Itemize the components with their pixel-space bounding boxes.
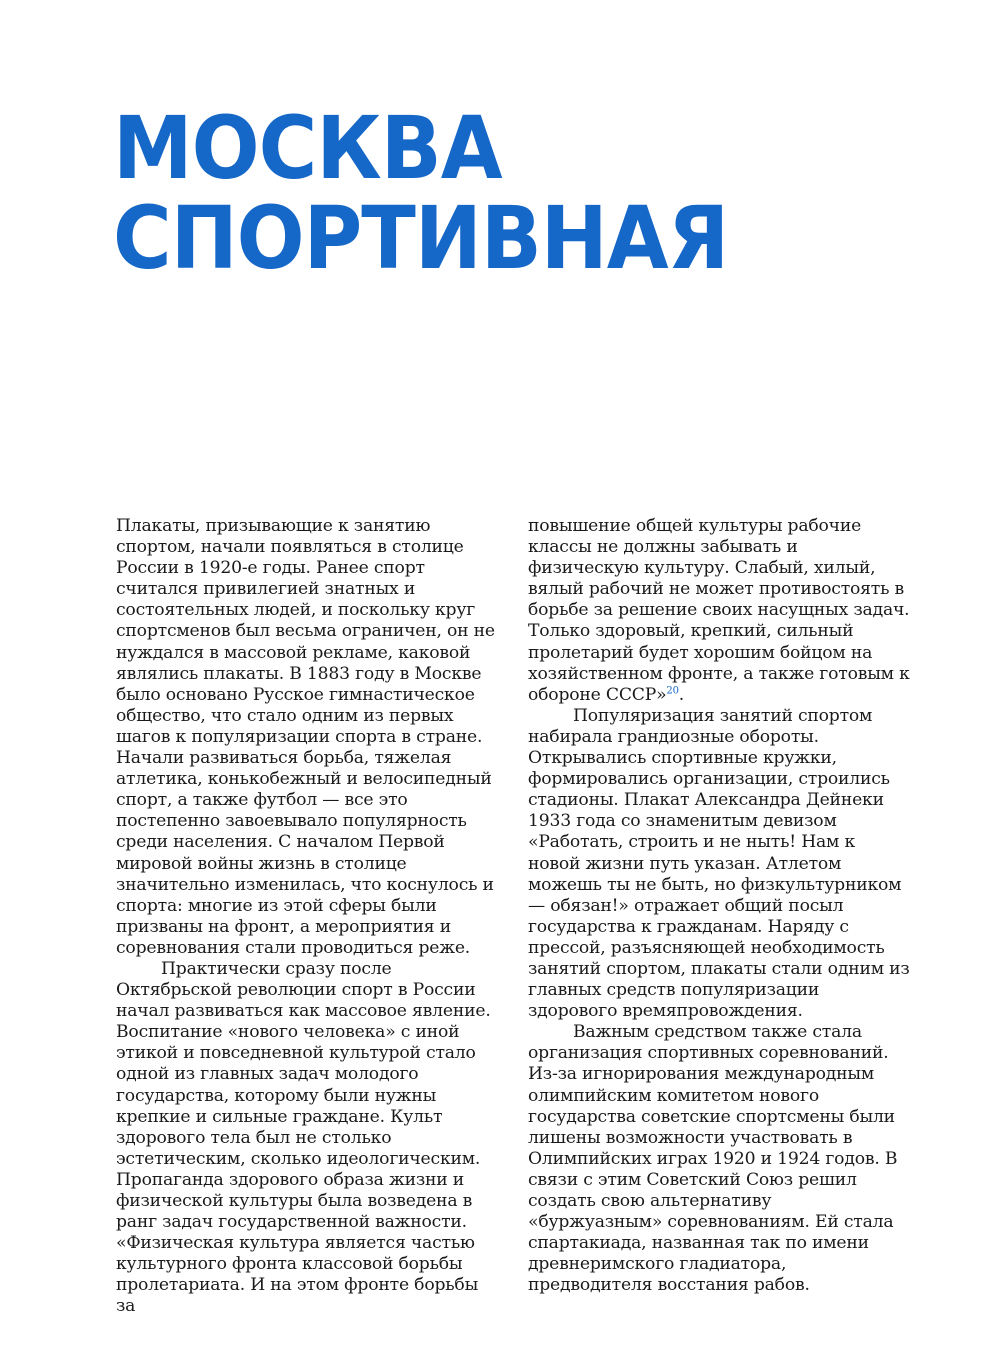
title-line-2: СПОРТИВНАЯ	[113, 187, 729, 289]
right-paragraph-1-end: .	[678, 684, 685, 705]
right-paragraph-1-text: повышение общей культуры рабочие классы не должны забывать и физическую культуру. Слабый, хилый, вялый рабочий не может противостоять в борьбе за решение своих насущных задач. Только здоровый, крепкий, сильный пролетарий будет хорошим бойцом на хозяйственном фронте, а также готовым к обороне СССР»	[528, 516, 910, 705]
footnote-ref[interactable]: 20	[666, 685, 679, 697]
page-title	[113, 97, 729, 289]
right-paragraph-1	[528, 516, 910, 706]
left-paragraph-2: Практически сразу после Октябрьской революции спорт в России начал развиваться как массовое явление. Воспитание «нового человека» с иной этикой и повседневной культурой стало одной из главных задач молодого государства, которому были нужны крепкие и сильные граждане. Культ здорового тела был не столько эстетическим, сколько идеологическим. Пропаганда здорового образа жизни и физической культуры была возведена в ранг задач государственной важности. «Физическая культура является частью культурного фронта классовой борьбы пролетариата. И на этом фронте борьбы за	[116, 958, 491, 1317]
title-line-1: МОСКВА	[113, 97, 502, 199]
right-paragraph-2: Популяризация занятий спортом набирала грандиозные обороты. Открывались спортивные кружки, формировались организации, строились стадионы. Плакат Александра Дейнеки 1933 года со знаменитым девизом «Работать, строить и не ныть! Нам к новой жизни путь указан. Атлетом можешь ты не быть, но физкультурником — обязан!» отражает общий посыл государства к гражданам. Наряду с прессой, разъясняющей необходимость занятий спортом, плакаты стали одним из главных средств популяризации здорового времяпровождения.	[528, 705, 910, 1022]
right-paragraph-3: Важным средством также стала организация спортивных соревнований. Из-за игнорирования международным олимпийским комитетом нового государства советские спортсмены были лишены возможности участвовать в Олимпийских играх 1920 и 1924 годов. В связи с этим Советский Союз решил создать свою альтернативу «буржуазным» соревнованиям. Ей стала спартакиада, названная так по имени древнеримского гладиатора, предводителя восстания рабов.	[528, 1022, 898, 1296]
left-paragraph-1: Плакаты, призывающие к занятию спортом, начали появляться в столице России в 1920-е годы. Ранее спорт считался привилегией знатных и состоятельных людей, и поскольку круг спортсменов был весьма ограничен, он не нуждался в массовой рекламе, каковой являлись плакаты. В 1883 году в Москве было основано Русское гимнастическое общество, что стало одним из первых шагов к популяризации спорта в стране. Начали развиваться борьба, тяжелая атлетика, конькобежный и велосипедный спорт, а также футбол — все это постепенно завоевывало популярность среди населения. С началом Первой мировой войны жизнь в столице значительно изменилась, что коснулось и спорта: многие из этой сферы были призваны на фронт, а мероприятия и соревнования стали проводиться реже.	[116, 516, 495, 958]
right-column	[528, 516, 910, 1296]
left-column	[116, 516, 498, 1318]
